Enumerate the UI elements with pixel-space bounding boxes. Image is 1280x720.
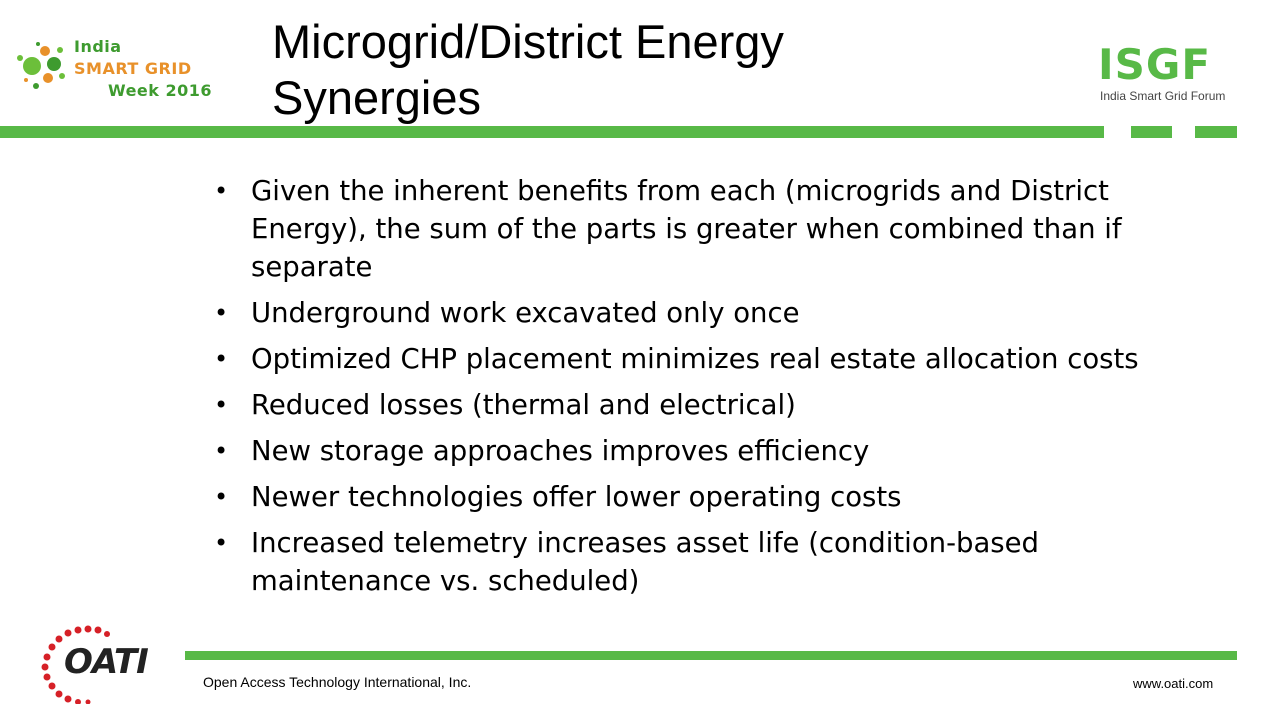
slide-title: Microgrid/District Energy Synergies [272, 15, 784, 124]
bullet-dot-icon: • [214, 299, 229, 327]
bullet-list [212, 172, 1152, 608]
bullet-text: Given the inherent benefits from each (microgrids and District Energy), the sum of the parts is greater when combined than if separate [251, 175, 1122, 283]
bullet-item [212, 432, 1152, 470]
header-divider-bar [0, 126, 1104, 138]
bullet-dot-icon: • [214, 177, 229, 205]
bullet-text: Newer technologies offer lower operating costs [251, 481, 902, 513]
bullet-item [212, 524, 1152, 600]
bullet-item [212, 294, 1152, 332]
isgw-logo-line-1: India [74, 37, 122, 56]
bullet-item [212, 386, 1152, 424]
isgw-logo-line-2: SMART GRID [74, 59, 192, 78]
header-divider-dash [1131, 126, 1172, 138]
bullet-text: Reduced losses (thermal and electrical) [251, 389, 796, 421]
dots-logo-icon [12, 36, 72, 100]
isgf-logo-mark: ISGF [1098, 40, 1212, 89]
isgf-logo [1098, 42, 1248, 106]
bullet-dot-icon: • [214, 483, 229, 511]
bullet-text: New storage approaches improves efficiency [251, 435, 870, 467]
footer-company-name: Open Access Technology International, Inc. [203, 674, 472, 690]
bullet-dot-icon: • [214, 391, 229, 419]
isgw-logo-line-3: Week 2016 [108, 81, 213, 100]
bullet-item [212, 340, 1152, 378]
oati-logo-mark: OATI [64, 642, 148, 682]
bullet-text: Optimized CHP placement minimizes real estate allocation costs [251, 343, 1139, 375]
bullet-text: Underground work excavated only once [251, 297, 800, 329]
bullet-text: Increased telemetry increases asset life (condition-based maintenance vs. scheduled) [251, 527, 1040, 597]
india-smart-grid-week-logo [12, 36, 212, 108]
header-divider-dash [1195, 126, 1237, 138]
footer-divider-bar [185, 651, 1237, 660]
oati-logo [38, 624, 148, 704]
bullet-dot-icon: • [214, 437, 229, 465]
bullet-dot-icon: • [214, 345, 229, 373]
isgf-logo-subtitle: India Smart Grid Forum [1100, 89, 1226, 103]
footer-website-link[interactable]: www.oati.com [1133, 676, 1214, 691]
bullet-item [212, 172, 1152, 286]
bullet-item [212, 478, 1152, 516]
bullet-dot-icon: • [214, 529, 229, 557]
